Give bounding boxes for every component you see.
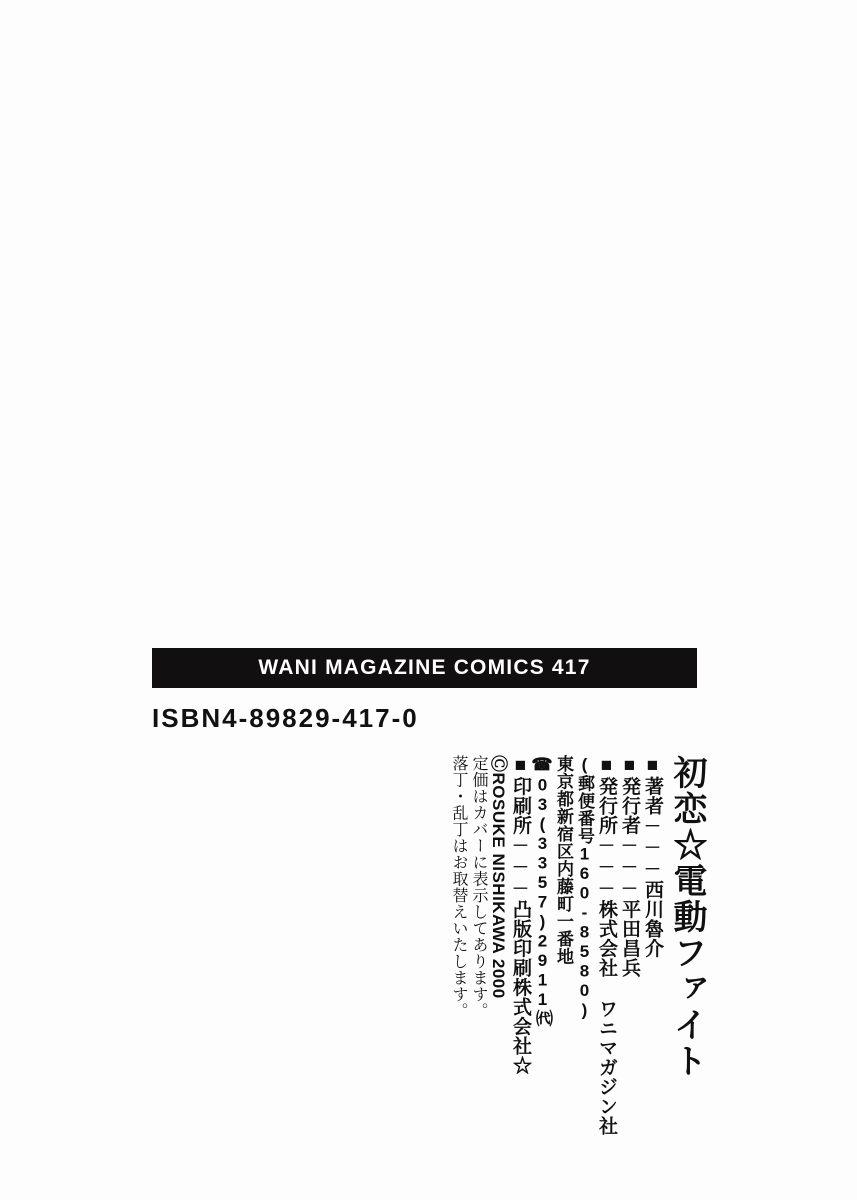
colophon-phone: ☎03(3357)2911㈹ [533, 755, 552, 1027]
colophon-copyright: ⒸROSUKE NISHIKAWA 2000 [489, 755, 508, 999]
colophon-address: 東京都新宿区内藤町一番地 [554, 755, 573, 965]
colophon-postal-code: (郵便番号160-8580) [575, 755, 594, 1020]
series-label: WANI MAGAZINE COMICS 417 [258, 656, 591, 679]
colophon-defect-note: 落丁・乱丁はお取替えいたします。 [450, 755, 467, 1019]
colophon-block [150, 745, 710, 1145]
book-title: 初恋☆電動ファイト [668, 755, 706, 1079]
isbn-text: ISBN4-89829-417-0 [152, 703, 419, 733]
colophon-printer: ■印刷所───凸版印刷株式会社☆ [510, 755, 531, 1075]
colophon-publisher-company: ■発行所───株式会社 ワニマガジン社 [596, 755, 617, 1136]
colophon-author: ■著者───西川魯介 [642, 755, 663, 958]
colophon-publisher-person: ■発行者───平田昌兵 [619, 755, 640, 978]
series-banner [152, 648, 697, 688]
colophon-price-note: 定価はカバーに表示してあります。 [470, 755, 487, 1019]
